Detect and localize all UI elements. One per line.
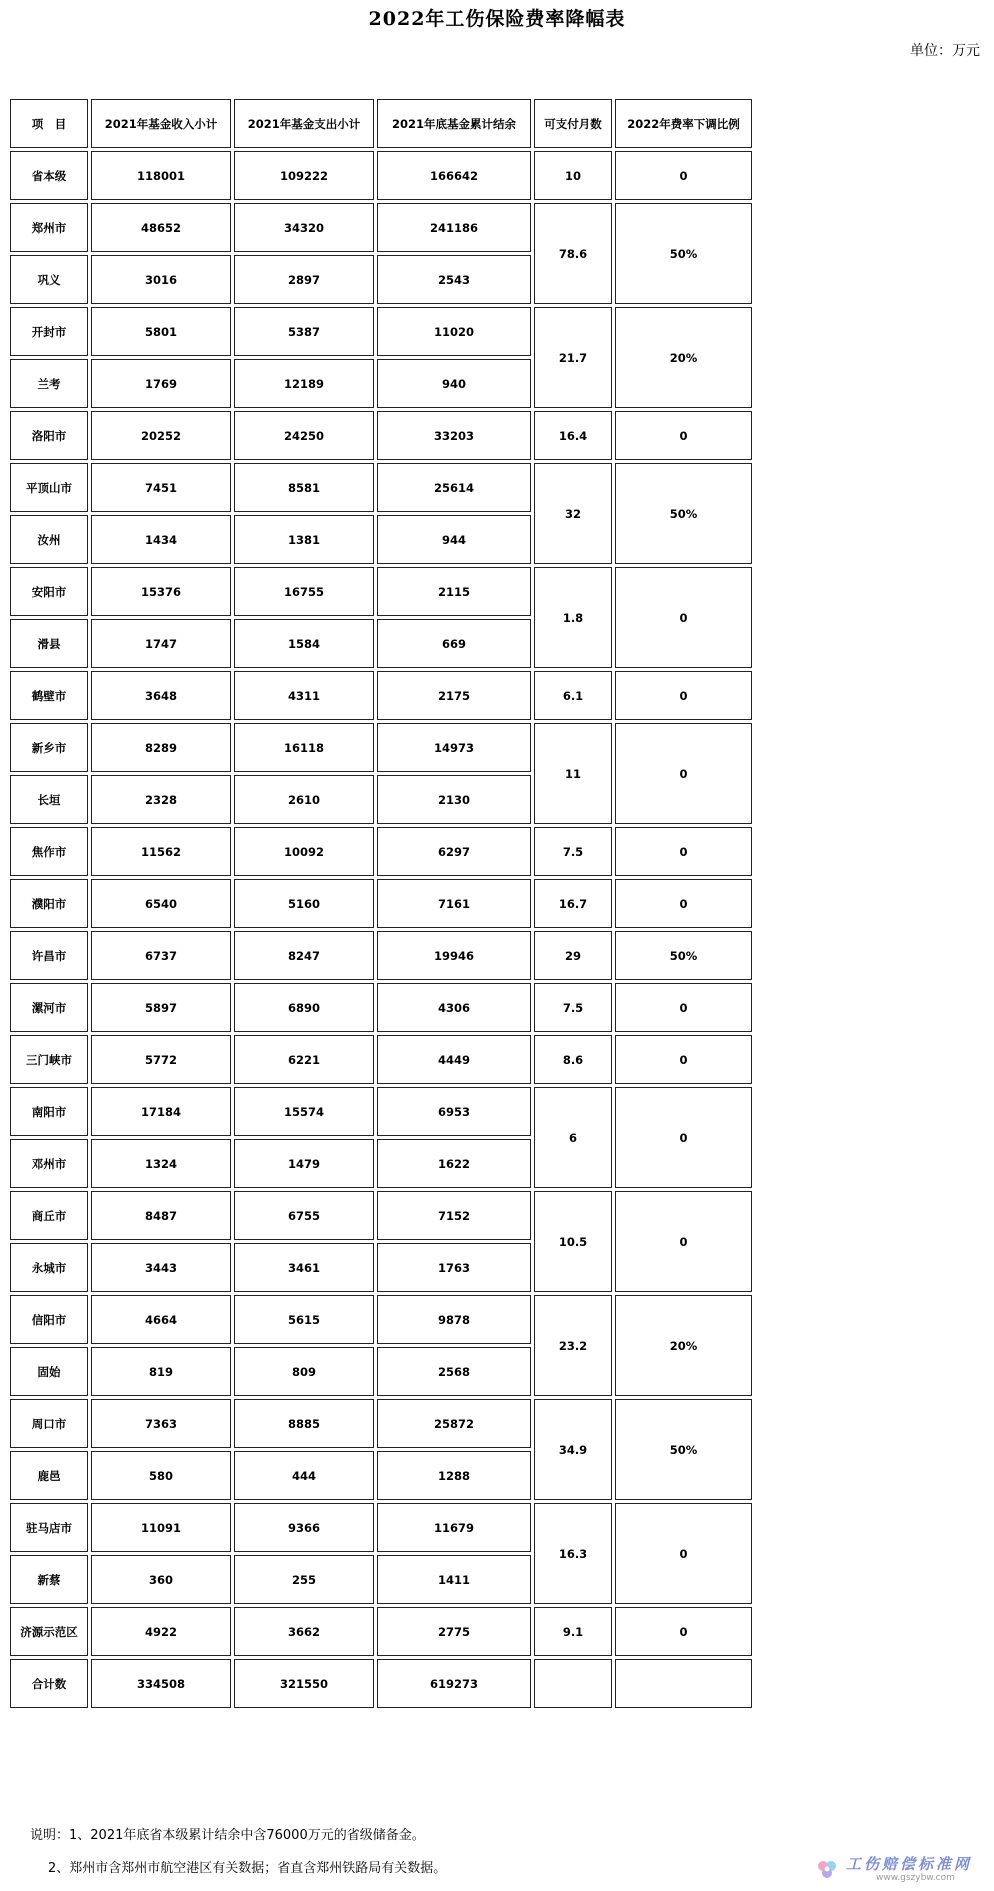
table-row	[10, 1503, 752, 1552]
cell-balance: 33203	[377, 411, 531, 460]
cell-income: 11091	[91, 1503, 231, 1552]
cell-region: 漯河市	[10, 983, 88, 1032]
cell-balance: 9878	[377, 1295, 531, 1344]
cell-months: 6	[534, 1087, 612, 1188]
cell-ratio: 20%	[615, 1295, 752, 1396]
cell-expense: 16118	[234, 723, 374, 772]
cell-expense: 1479	[234, 1139, 374, 1188]
cell-expense: 8581	[234, 463, 374, 512]
cell-balance: 11020	[377, 307, 531, 356]
cell-region: 鹿邑	[10, 1451, 88, 1500]
cell-expense: 3461	[234, 1243, 374, 1292]
cell-months	[534, 1659, 612, 1708]
cell-ratio: 0	[615, 879, 752, 928]
cell-balance: 2543	[377, 255, 531, 304]
cell-expense: 6890	[234, 983, 374, 1032]
cell-income: 3443	[91, 1243, 231, 1292]
cell-balance: 619273	[377, 1659, 531, 1708]
cell-ratio: 0	[615, 983, 752, 1032]
watermark-logo	[814, 1853, 986, 1885]
cell-income: 11562	[91, 827, 231, 876]
table-row	[10, 1035, 752, 1084]
header-income: 2021年基金收入小计	[91, 99, 231, 148]
cell-income: 819	[91, 1347, 231, 1396]
cell-months: 29	[534, 931, 612, 980]
table-row	[10, 411, 752, 460]
cell-region: 洛阳市	[10, 411, 88, 460]
cell-income: 5801	[91, 307, 231, 356]
cell-months: 16.4	[534, 411, 612, 460]
cell-income: 7451	[91, 463, 231, 512]
cell-expense: 2897	[234, 255, 374, 304]
cell-region: 周口市	[10, 1399, 88, 1448]
cell-ratio: 0	[615, 827, 752, 876]
cell-months: 10.5	[534, 1191, 612, 1292]
rate-table	[7, 96, 755, 1711]
header-expense: 2021年基金支出小计	[234, 99, 374, 148]
cell-income: 3016	[91, 255, 231, 304]
cell-income: 4664	[91, 1295, 231, 1344]
cell-months: 78.6	[534, 203, 612, 304]
cell-expense: 9366	[234, 1503, 374, 1552]
unit-label: 单位：万元	[910, 43, 980, 59]
cell-expense: 15574	[234, 1087, 374, 1136]
cell-balance: 166642	[377, 151, 531, 200]
cell-months: 1.8	[534, 567, 612, 668]
cell-expense: 1381	[234, 515, 374, 564]
cell-ratio: 0	[615, 723, 752, 824]
cell-region: 兰考	[10, 359, 88, 408]
cell-income: 1747	[91, 619, 231, 668]
cell-ratio: 50%	[615, 203, 752, 304]
cell-expense: 8247	[234, 931, 374, 980]
cell-income: 1769	[91, 359, 231, 408]
cell-balance: 940	[377, 359, 531, 408]
cell-balance: 7152	[377, 1191, 531, 1240]
table-row	[10, 151, 752, 200]
cell-income: 6737	[91, 931, 231, 980]
cell-months: 16.7	[534, 879, 612, 928]
cell-expense: 6221	[234, 1035, 374, 1084]
table-row	[10, 827, 752, 876]
table-row	[10, 671, 752, 720]
cell-balance: 25872	[377, 1399, 531, 1448]
cell-region: 开封市	[10, 307, 88, 356]
cell-region: 新蔡	[10, 1555, 88, 1604]
cell-income: 1434	[91, 515, 231, 564]
cell-income: 360	[91, 1555, 231, 1604]
cell-ratio: 50%	[615, 1399, 752, 1500]
cell-income: 8487	[91, 1191, 231, 1240]
cell-income: 2328	[91, 775, 231, 824]
cell-balance: 1411	[377, 1555, 531, 1604]
cell-region: 济源示范区	[10, 1607, 88, 1656]
cell-balance: 14973	[377, 723, 531, 772]
cell-balance: 2115	[377, 567, 531, 616]
cell-income: 6540	[91, 879, 231, 928]
cell-balance: 2130	[377, 775, 531, 824]
cell-expense: 5615	[234, 1295, 374, 1344]
cell-region: 濮阳市	[10, 879, 88, 928]
header-item: 项 目	[10, 99, 88, 148]
table-row	[10, 879, 752, 928]
cell-ratio: 0	[615, 1087, 752, 1188]
table-row	[10, 307, 752, 356]
cell-region: 滑县	[10, 619, 88, 668]
cell-expense: 109222	[234, 151, 374, 200]
cell-region: 巩义	[10, 255, 88, 304]
cell-months: 7.5	[534, 827, 612, 876]
cell-income: 48652	[91, 203, 231, 252]
cell-expense: 6755	[234, 1191, 374, 1240]
table-row	[10, 1087, 752, 1136]
cell-months: 7.5	[534, 983, 612, 1032]
cell-balance: 944	[377, 515, 531, 564]
cell-months: 10	[534, 151, 612, 200]
cell-region: 省本级	[10, 151, 88, 200]
cell-region: 合计数	[10, 1659, 88, 1708]
cell-income: 118001	[91, 151, 231, 200]
cell-income: 580	[91, 1451, 231, 1500]
cell-income: 17184	[91, 1087, 231, 1136]
cell-region: 汝州	[10, 515, 88, 564]
rate-table-container	[7, 96, 755, 1711]
cell-region: 鹤壁市	[10, 671, 88, 720]
watermark-text: 工伤赔偿标准网	[846, 1855, 973, 1873]
cell-expense: 2610	[234, 775, 374, 824]
cell-income: 20252	[91, 411, 231, 460]
cell-ratio	[615, 1659, 752, 1708]
cell-balance: 7161	[377, 879, 531, 928]
cell-months: 9.1	[534, 1607, 612, 1656]
cell-region: 三门峡市	[10, 1035, 88, 1084]
cell-region: 永城市	[10, 1243, 88, 1292]
cell-income: 334508	[91, 1659, 231, 1708]
cell-months: 21.7	[534, 307, 612, 408]
cell-balance: 19946	[377, 931, 531, 980]
cell-months: 32	[534, 463, 612, 564]
cell-balance: 1763	[377, 1243, 531, 1292]
cell-ratio: 0	[615, 671, 752, 720]
cell-balance: 2568	[377, 1347, 531, 1396]
table-row	[10, 567, 752, 616]
cell-expense: 3662	[234, 1607, 374, 1656]
cell-region: 固始	[10, 1347, 88, 1396]
cell-expense: 16755	[234, 567, 374, 616]
table-row	[10, 1607, 752, 1656]
note-2: 2、郑州市含郑州市航空港区有关数据；省直含郑州铁路局有关数据。	[48, 1861, 447, 1876]
cell-expense: 5387	[234, 307, 374, 356]
cell-ratio: 50%	[615, 463, 752, 564]
cell-region: 信阳市	[10, 1295, 88, 1344]
table-row	[10, 463, 752, 512]
cell-region: 郑州市	[10, 203, 88, 252]
cell-ratio: 0	[615, 411, 752, 460]
cell-balance: 6953	[377, 1087, 531, 1136]
cell-expense: 12189	[234, 359, 374, 408]
cell-months: 8.6	[534, 1035, 612, 1084]
cell-expense: 809	[234, 1347, 374, 1396]
flower-logo-icon	[814, 1857, 840, 1883]
cell-region: 新乡市	[10, 723, 88, 772]
cell-expense: 444	[234, 1451, 374, 1500]
cell-expense: 34320	[234, 203, 374, 252]
cell-income: 5897	[91, 983, 231, 1032]
table-row	[10, 1295, 752, 1344]
cell-income: 3648	[91, 671, 231, 720]
cell-balance: 669	[377, 619, 531, 668]
cell-ratio: 20%	[615, 307, 752, 408]
page-title: 2022年工伤保险费率降幅表	[368, 8, 626, 30]
note-1: 说明：1、2021年底省本级累计结余中含76000万元的省级储备金。	[30, 1828, 425, 1843]
table-row	[10, 1659, 752, 1708]
table-row	[10, 983, 752, 1032]
header-ratio: 2022年费率下调比例	[615, 99, 752, 148]
cell-expense: 255	[234, 1555, 374, 1604]
cell-balance: 25614	[377, 463, 531, 512]
cell-months: 34.9	[534, 1399, 612, 1500]
cell-ratio: 0	[615, 567, 752, 668]
cell-region: 驻马店市	[10, 1503, 88, 1552]
cell-income: 15376	[91, 567, 231, 616]
cell-balance: 6297	[377, 827, 531, 876]
table-row	[10, 931, 752, 980]
cell-ratio: 0	[615, 1191, 752, 1292]
table-body	[10, 151, 752, 1708]
table-row	[10, 1399, 752, 1448]
table-header-row	[10, 99, 752, 148]
cell-expense: 4311	[234, 671, 374, 720]
cell-ratio: 0	[615, 1035, 752, 1084]
cell-ratio: 0	[615, 151, 752, 200]
cell-balance: 4449	[377, 1035, 531, 1084]
cell-region: 许昌市	[10, 931, 88, 980]
cell-ratio: 0	[615, 1607, 752, 1656]
table-row	[10, 723, 752, 772]
cell-months: 6.1	[534, 671, 612, 720]
cell-ratio: 50%	[615, 931, 752, 980]
cell-balance: 2775	[377, 1607, 531, 1656]
cell-region: 邓州市	[10, 1139, 88, 1188]
cell-expense: 24250	[234, 411, 374, 460]
cell-region: 南阳市	[10, 1087, 88, 1136]
table-row	[10, 203, 752, 252]
cell-ratio: 0	[615, 1503, 752, 1604]
cell-expense: 5160	[234, 879, 374, 928]
cell-balance: 1622	[377, 1139, 531, 1188]
cell-balance: 241186	[377, 203, 531, 252]
cell-region: 商丘市	[10, 1191, 88, 1240]
cell-income: 7363	[91, 1399, 231, 1448]
cell-income: 1324	[91, 1139, 231, 1188]
cell-months: 23.2	[534, 1295, 612, 1396]
table-row	[10, 1191, 752, 1240]
cell-income: 8289	[91, 723, 231, 772]
cell-balance: 4306	[377, 983, 531, 1032]
cell-region: 长垣	[10, 775, 88, 824]
header-months: 可支付月数	[534, 99, 612, 148]
cell-income: 4922	[91, 1607, 231, 1656]
cell-region: 平顶山市	[10, 463, 88, 512]
cell-months: 11	[534, 723, 612, 824]
watermark-url: www.gszybw.com	[876, 1873, 955, 1883]
cell-expense: 321550	[234, 1659, 374, 1708]
cell-expense: 1584	[234, 619, 374, 668]
cell-income: 5772	[91, 1035, 231, 1084]
cell-region: 安阳市	[10, 567, 88, 616]
header-balance: 2021年底基金累计结余	[377, 99, 531, 148]
cell-region: 焦作市	[10, 827, 88, 876]
cell-expense: 8885	[234, 1399, 374, 1448]
cell-balance: 1288	[377, 1451, 531, 1500]
cell-balance: 11679	[377, 1503, 531, 1552]
cell-balance: 2175	[377, 671, 531, 720]
cell-months: 16.3	[534, 1503, 612, 1604]
cell-expense: 10092	[234, 827, 374, 876]
